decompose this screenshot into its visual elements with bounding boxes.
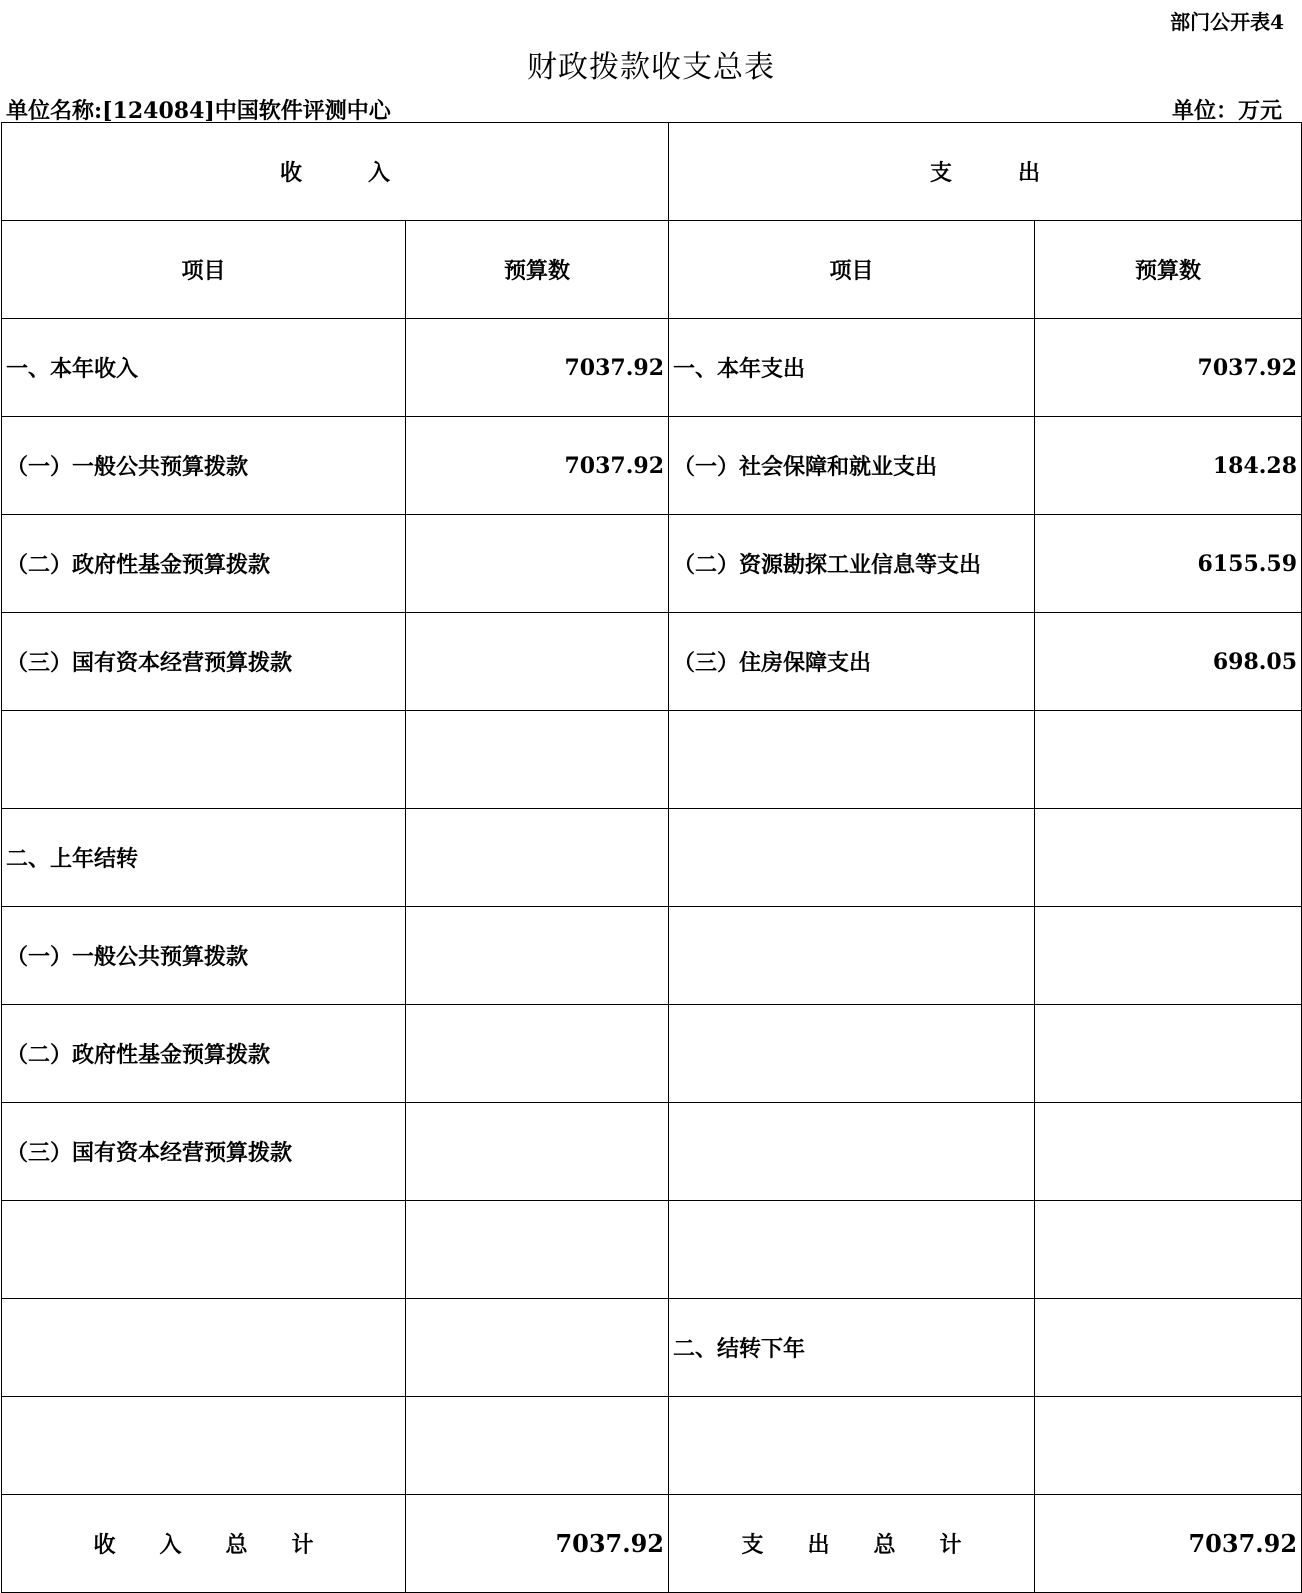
income-item xyxy=(2,1397,406,1495)
expense-item xyxy=(669,1201,1035,1299)
page-title: 财政拨款收支总表 xyxy=(527,50,775,85)
table-row xyxy=(2,417,1302,515)
table-row xyxy=(2,1005,1302,1103)
expense-total-value: 7037.92 xyxy=(1035,1495,1302,1593)
income-value xyxy=(406,711,669,809)
expense-item: （二）资源勘探工业信息等支出 xyxy=(669,515,1035,613)
income-value xyxy=(406,1201,669,1299)
expense-item-column-header: 项目 xyxy=(669,221,1035,319)
unit-name: 单位名称:[124084]中国软件评测中心 xyxy=(6,98,391,124)
income-item xyxy=(2,1201,406,1299)
table-row xyxy=(2,1397,1302,1495)
income-value xyxy=(406,1103,669,1201)
column-header-row xyxy=(2,221,1302,319)
expense-value xyxy=(1035,1005,1302,1103)
income-item: （三）国有资本经营预算拨款 xyxy=(2,1103,406,1201)
income-total-value: 7037.92 xyxy=(406,1495,669,1593)
income-total-label: 收 入 总 计 xyxy=(2,1495,406,1593)
income-budget-column-header: 预算数 xyxy=(406,221,669,319)
expense-item xyxy=(669,809,1035,907)
income-value: 7037.92 xyxy=(406,319,669,417)
income-value xyxy=(406,613,669,711)
table-row xyxy=(2,1299,1302,1397)
section-header-row xyxy=(2,123,1302,221)
expense-item xyxy=(669,1005,1035,1103)
expense-item: （三）住房保障支出 xyxy=(669,613,1035,711)
expense-item xyxy=(669,1103,1035,1201)
currency-unit: 单位：万元 xyxy=(1171,98,1282,124)
income-value xyxy=(406,809,669,907)
income-section-header: 收 入 xyxy=(2,123,669,221)
expense-value xyxy=(1035,1397,1302,1495)
expense-value xyxy=(1035,907,1302,1005)
table-row xyxy=(2,907,1302,1005)
income-item: 一、本年收入 xyxy=(2,319,406,417)
expense-value xyxy=(1035,1103,1302,1201)
income-item: （一）一般公共预算拨款 xyxy=(2,417,406,515)
table-row xyxy=(2,809,1302,907)
income-value: 7037.92 xyxy=(406,417,669,515)
income-item: （三）国有资本经营预算拨款 xyxy=(2,613,406,711)
expense-item xyxy=(669,711,1035,809)
expense-total-label: 支 出 总 计 xyxy=(669,1495,1035,1593)
expense-value: 184.28 xyxy=(1035,417,1302,515)
expense-budget-column-header: 预算数 xyxy=(1035,221,1302,319)
expense-item xyxy=(669,1397,1035,1495)
expense-value xyxy=(1035,1201,1302,1299)
table-row xyxy=(2,1103,1302,1201)
income-item: （二）政府性基金预算拨款 xyxy=(2,515,406,613)
table-row xyxy=(2,613,1302,711)
form-number: 部门公开表4 xyxy=(1170,10,1284,34)
income-item: 二、上年结转 xyxy=(2,809,406,907)
income-value xyxy=(406,1397,669,1495)
expense-item: 一、本年支出 xyxy=(669,319,1035,417)
expense-value: 6155.59 xyxy=(1035,515,1302,613)
income-item: （二）政府性基金预算拨款 xyxy=(2,1005,406,1103)
total-row xyxy=(2,1495,1302,1593)
table-row xyxy=(2,1201,1302,1299)
appropriation-summary-table xyxy=(1,122,1302,1593)
table-row xyxy=(2,319,1302,417)
income-item xyxy=(2,711,406,809)
income-item: （一）一般公共预算拨款 xyxy=(2,907,406,1005)
expense-section-header: 支 出 xyxy=(669,123,1302,221)
income-value xyxy=(406,1005,669,1103)
expense-item: （一）社会保障和就业支出 xyxy=(669,417,1035,515)
table-row xyxy=(2,711,1302,809)
income-value xyxy=(406,907,669,1005)
expense-item xyxy=(669,907,1035,1005)
expense-value xyxy=(1035,711,1302,809)
income-item xyxy=(2,1299,406,1397)
expense-value xyxy=(1035,809,1302,907)
expense-value: 698.05 xyxy=(1035,613,1302,711)
income-value xyxy=(406,515,669,613)
income-item-column-header: 项目 xyxy=(2,221,406,319)
income-value xyxy=(406,1299,669,1397)
expense-value xyxy=(1035,1299,1302,1397)
expense-value: 7037.92 xyxy=(1035,319,1302,417)
expense-item: 二、结转下年 xyxy=(669,1299,1035,1397)
table-row xyxy=(2,515,1302,613)
